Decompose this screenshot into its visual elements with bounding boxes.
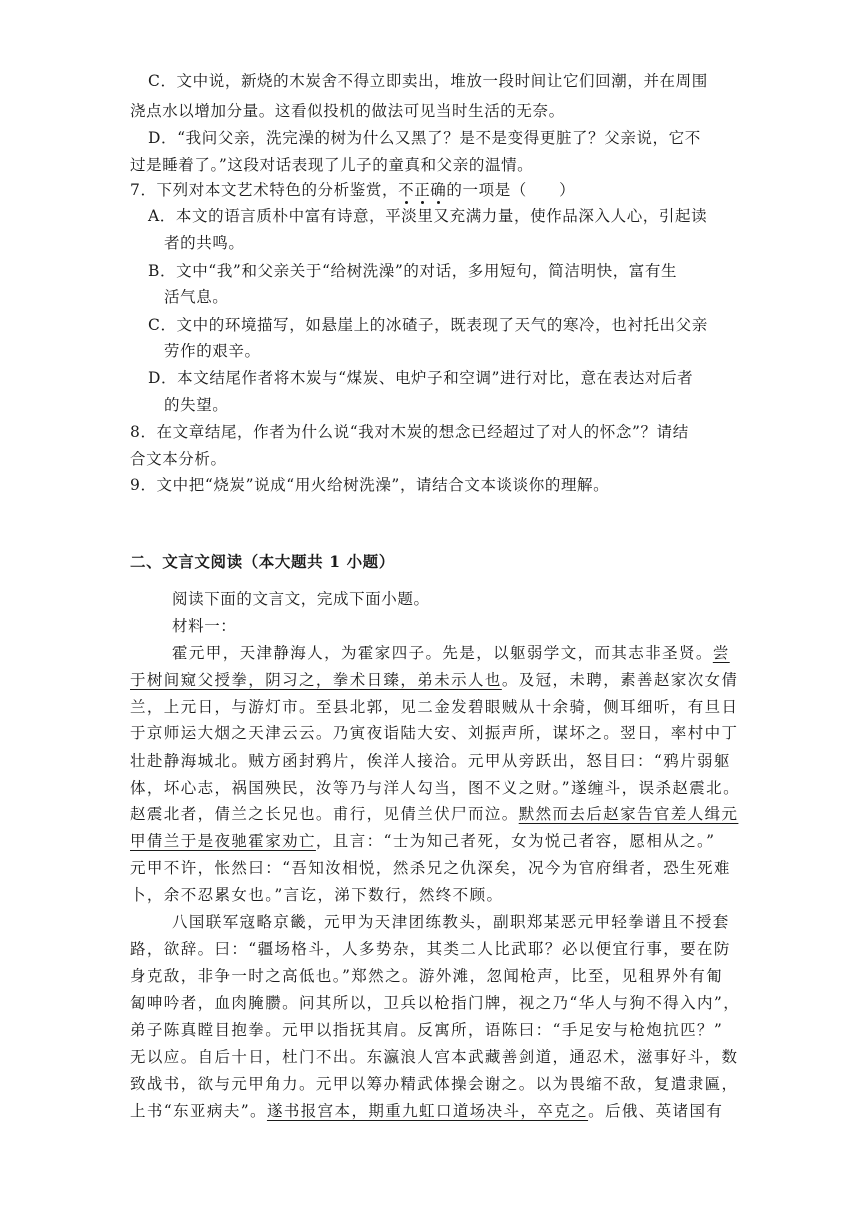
- q7-option-b-line1: B．文中“我”和父亲关于“给树洗澡”的对话，多用短句，简洁明快，富有生: [148, 262, 678, 280]
- passage-line: [130, 802, 738, 826]
- passage-text: 赵震北者，倩兰之长兄也。甫行，见倩兰伏尸而泣。: [130, 805, 519, 823]
- underlined-text: 遂书报宫本，期重九虹口道场决斗，卒克之: [266, 1102, 589, 1120]
- q8-line1: 8．在文章结尾，作者为什么说“我对木炭的想念已经超过了对人的怀念”？请结: [130, 423, 689, 441]
- passage-line: 元甲不许，怅然曰：“吾知汝相悦，然杀兄之仇深矣，况今为官府缉者，恐生死难: [130, 859, 731, 877]
- passage-line: [172, 641, 730, 665]
- q6-option-c-line1: C．文中说，新烧的木炭舍不得立即卖出，堆放一段时间让它们回潮，并在周围: [148, 72, 708, 90]
- q7-emphasis-char: 不: [398, 181, 415, 199]
- passage-line: [130, 1099, 723, 1123]
- passage-text: ，且言：“士为知己者死，女为悦己者容，愿相从之。”: [315, 832, 716, 850]
- q7-emphasis-char: 确: [430, 181, 447, 199]
- material-label: 材料一：: [172, 617, 237, 635]
- passage-line: 致战书，欲与元甲角力。元甲以筹办精武体操会谢之。以为畏缩不敌，复遣隶匾，: [130, 1075, 739, 1093]
- passage-line: 壮赴静海城北。贼方函封鸦片，俟洋人接洽。元甲从旁跃出，怒目曰：“鸦片弱躯: [130, 752, 731, 770]
- q9-line1: 9．文中把“烧炭”说成“用火给树洗澡”，请结合文本谈谈你的理解。: [130, 476, 610, 494]
- passage-text: 霍元甲，天津静海人，为霍家四子。先是，以躯弱学文，而其志非圣贤。: [172, 644, 713, 662]
- passage-line: 路，欲辞。曰：“疆场格斗，人多势杂，其类二人比武耶？必以便宜行事，要在防: [130, 940, 731, 958]
- q7-emphasis-char: 正: [414, 181, 431, 199]
- passage-line: 兰，上元日，与游灯市。至县北郭，见二金发碧眼贼从十余骑，侧耳细听，有旦日: [130, 698, 739, 716]
- q7-option-b-line2: 活气息。: [164, 288, 229, 306]
- passage-line: 卜，余不忍累女也。”言讫，涕下数行，然终不顾。: [130, 886, 504, 904]
- q7-option-d-line2: 的失望。: [164, 396, 229, 414]
- q7-stem: [130, 178, 575, 202]
- underlined-text: 默然而去后赵家告官差人缉元: [518, 805, 739, 823]
- passage-line: 匐呻吟者，血肉腌臜。问其所以，卫兵以枪指门牌，视之乃“华人与狗不得入内”，: [130, 994, 741, 1012]
- passage-line: [130, 668, 738, 692]
- q7-option-d-line1: D．本文结尾作者将木炭与“煤炭、电炉子和空调”进行对比，意在表达对后者: [148, 369, 694, 387]
- q7-option-a-line2: 者的共鸣。: [164, 234, 245, 252]
- q7-stem-text: 7．下列对本文艺术特色的分析鉴赏，: [130, 181, 399, 199]
- q6-option-c-line2: 浇点水以增加分量。这看似投机的做法可见当时生活的无奈。: [130, 102, 565, 120]
- passage-line: 无以应。自后十日，杜门不出。东瀛浪人宫本武藏善剑道，通忍术，滋事好斗，数: [130, 1048, 739, 1066]
- q8-line2: 合文本分析。: [130, 450, 227, 468]
- section-intro: 阅读下面的文言文，完成下面小题。: [172, 590, 430, 608]
- passage-line: 体，坏心志，祸国殃民，汝等乃与洋人勾当，图不义之财。”遂缠斗，误杀赵震北。: [130, 779, 740, 797]
- section-heading: 二、文言文阅读（本大题共 1 小题）: [130, 552, 395, 571]
- passage-text: 。及冠，未聘，素善赵家次女倩: [501, 671, 739, 689]
- q7-stem-tail: 的一项是（ ）: [446, 181, 576, 199]
- underlined-text: 于树间窥父授拳，阴习之，拳术日臻，弟未示人也: [130, 671, 502, 689]
- passage-line: 于京师运大烟之天津云云。乃寅夜诣陆大安、刘振声所，谋坏之。翌日，率村中丁: [130, 724, 739, 742]
- q7-option-c-line1: C．文中的环境描写，如悬崖上的冰碴子，既表现了天气的寒冷，也衬托出父亲: [148, 316, 708, 334]
- passage-line: [130, 829, 716, 853]
- q7-option-c-line2: 劳作的艰辛。: [164, 342, 261, 360]
- passage-text: 。后俄、英诸国有: [588, 1102, 724, 1120]
- underlined-text: 甲倩兰于是夜驰霍家劝亡: [130, 832, 316, 850]
- passage-line: 身克敌，非争一时之高低也。”郑然之。游外滩，忽闻枪声，比至，见租界外有匍: [130, 967, 724, 985]
- q6-option-d-line1: D．“我问父亲，洗完澡的树为什么又黑了？是不是变得更脏了？父亲说，它不: [148, 129, 701, 147]
- underlined-text: 尝: [712, 644, 730, 662]
- passage-text: 上书“东亚病夫”。: [130, 1102, 267, 1120]
- q6-option-d-line2: 过是睡着了。”这段对话表现了儿子的童真和父亲的温情。: [130, 156, 534, 174]
- q7-option-a-line1: A．本文的语言质朴中富有诗意，平淡里又充满力量，使作品深入人心，引起读: [148, 207, 708, 225]
- passage-line: 弟子陈真瞠目抱拳。元甲以指抚其肩。反寓所，语陈曰：“手足安与枪炮抗匹？”: [130, 1021, 724, 1039]
- passage-line: 八国联军寇略京畿，元甲为天津团练教头，副职郑某恶元甲轻拳谱且不授套: [172, 913, 730, 931]
